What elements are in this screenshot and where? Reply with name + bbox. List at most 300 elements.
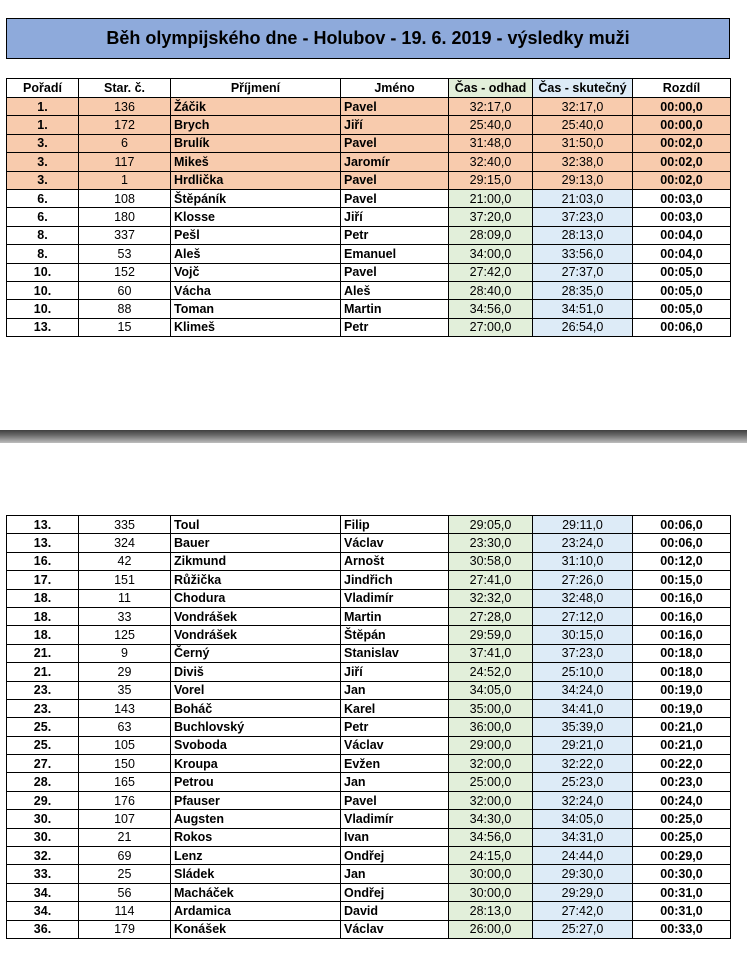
table-row xyxy=(7,883,731,901)
surname-cell: Zikmund xyxy=(171,552,341,570)
first-name-cell: Jan xyxy=(341,773,449,791)
start-number-cell: 143 xyxy=(79,699,171,717)
first-name-cell: Martin xyxy=(341,607,449,625)
surname-cell: Vorel xyxy=(171,681,341,699)
rank-cell: 17. xyxy=(7,571,79,589)
first-name-cell: Karel xyxy=(341,699,449,717)
start-number-cell: 179 xyxy=(79,920,171,938)
table-row xyxy=(7,189,731,207)
first-name-cell: Jan xyxy=(341,865,449,883)
rank-cell: 13. xyxy=(7,318,79,336)
rank-cell: 8. xyxy=(7,226,79,244)
rank-cell: 10. xyxy=(7,281,79,299)
rank-cell: 34. xyxy=(7,883,79,901)
time-actual-cell: 29:30,0 xyxy=(533,865,633,883)
first-name-cell: Martin xyxy=(341,300,449,318)
rank-cell: 21. xyxy=(7,644,79,662)
table-header-row xyxy=(7,79,731,98)
time-actual-cell: 34:24,0 xyxy=(533,681,633,699)
time-actual-cell: 23:24,0 xyxy=(533,534,633,552)
table-row xyxy=(7,828,731,846)
surname-cell: Růžička xyxy=(171,571,341,589)
time-estimate-cell: 34:05,0 xyxy=(449,681,533,699)
time-actual-cell: 26:54,0 xyxy=(533,318,633,336)
first-name-cell: Štěpán xyxy=(341,626,449,644)
col-header-first-name: Jméno xyxy=(341,79,449,98)
time-actual-cell: 30:15,0 xyxy=(533,626,633,644)
table-row xyxy=(7,171,731,189)
rank-cell: 1. xyxy=(7,98,79,116)
rank-cell: 10. xyxy=(7,300,79,318)
surname-cell: Vondrášek xyxy=(171,607,341,625)
difference-cell: 00:21,0 xyxy=(633,736,731,754)
time-actual-cell: 32:22,0 xyxy=(533,755,633,773)
start-number-cell: 21 xyxy=(79,828,171,846)
time-estimate-cell: 32:00,0 xyxy=(449,791,533,809)
start-number-cell: 42 xyxy=(79,552,171,570)
rank-cell: 30. xyxy=(7,828,79,846)
time-actual-cell: 37:23,0 xyxy=(533,208,633,226)
time-estimate-cell: 36:00,0 xyxy=(449,718,533,736)
first-name-cell: Stanislav xyxy=(341,644,449,662)
time-estimate-cell: 24:15,0 xyxy=(449,847,533,865)
start-number-cell: 9 xyxy=(79,644,171,662)
time-estimate-cell: 34:30,0 xyxy=(449,810,533,828)
rank-cell: 36. xyxy=(7,920,79,938)
first-name-cell: Ondřej xyxy=(341,847,449,865)
results-table-top xyxy=(6,78,731,337)
start-number-cell: 25 xyxy=(79,865,171,883)
difference-cell: 00:16,0 xyxy=(633,607,731,625)
time-actual-cell: 34:41,0 xyxy=(533,699,633,717)
time-estimate-cell: 25:00,0 xyxy=(449,773,533,791)
first-name-cell: Vladimír xyxy=(341,589,449,607)
surname-cell: Rokos xyxy=(171,828,341,846)
table-row xyxy=(7,134,731,152)
start-number-cell: 117 xyxy=(79,153,171,171)
table-row xyxy=(7,865,731,883)
rank-cell: 18. xyxy=(7,607,79,625)
surname-cell: Ardamica xyxy=(171,902,341,920)
time-actual-cell: 37:23,0 xyxy=(533,644,633,662)
time-estimate-cell: 32:00,0 xyxy=(449,755,533,773)
start-number-cell: 337 xyxy=(79,226,171,244)
surname-cell: Toul xyxy=(171,516,341,534)
start-number-cell: 35 xyxy=(79,681,171,699)
time-estimate-cell: 21:00,0 xyxy=(449,189,533,207)
rank-cell: 25. xyxy=(7,736,79,754)
surname-cell: Aleš xyxy=(171,245,341,263)
rank-cell: 8. xyxy=(7,245,79,263)
table-row xyxy=(7,810,731,828)
surname-cell: Lenz xyxy=(171,847,341,865)
table-row xyxy=(7,571,731,589)
time-actual-cell: 29:21,0 xyxy=(533,736,633,754)
surname-cell: Brulík xyxy=(171,134,341,152)
surname-cell: Brych xyxy=(171,116,341,134)
rank-cell: 30. xyxy=(7,810,79,828)
table-row xyxy=(7,902,731,920)
difference-cell: 00:19,0 xyxy=(633,681,731,699)
difference-cell: 00:22,0 xyxy=(633,755,731,773)
table-row xyxy=(7,791,731,809)
time-estimate-cell: 29:05,0 xyxy=(449,516,533,534)
surname-cell: Macháček xyxy=(171,883,341,901)
surname-cell: Svoboda xyxy=(171,736,341,754)
difference-cell: 00:23,0 xyxy=(633,773,731,791)
rank-cell: 13. xyxy=(7,534,79,552)
first-name-cell: David xyxy=(341,902,449,920)
difference-cell: 00:18,0 xyxy=(633,663,731,681)
surname-cell: Augsten xyxy=(171,810,341,828)
difference-cell: 00:31,0 xyxy=(633,883,731,901)
time-actual-cell: 29:11,0 xyxy=(533,516,633,534)
first-name-cell: Arnošt xyxy=(341,552,449,570)
surname-cell: Bauer xyxy=(171,534,341,552)
surname-cell: Kroupa xyxy=(171,755,341,773)
difference-cell: 00:05,0 xyxy=(633,281,731,299)
time-estimate-cell: 34:56,0 xyxy=(449,300,533,318)
table-row xyxy=(7,226,731,244)
time-actual-cell: 35:39,0 xyxy=(533,718,633,736)
rank-cell: 23. xyxy=(7,681,79,699)
first-name-cell: Ondřej xyxy=(341,883,449,901)
difference-cell: 00:19,0 xyxy=(633,699,731,717)
rank-cell: 34. xyxy=(7,902,79,920)
time-actual-cell: 32:17,0 xyxy=(533,98,633,116)
first-name-cell: Václav xyxy=(341,920,449,938)
table-row xyxy=(7,300,731,318)
first-name-cell: Petr xyxy=(341,318,449,336)
start-number-cell: 56 xyxy=(79,883,171,901)
start-number-cell: 180 xyxy=(79,208,171,226)
table-row xyxy=(7,281,731,299)
first-name-cell: Evžen xyxy=(341,755,449,773)
time-estimate-cell: 27:42,0 xyxy=(449,263,533,281)
first-name-cell: Jiří xyxy=(341,116,449,134)
table-row xyxy=(7,847,731,865)
time-estimate-cell: 30:58,0 xyxy=(449,552,533,570)
surname-cell: Petrou xyxy=(171,773,341,791)
time-actual-cell: 24:44,0 xyxy=(533,847,633,865)
difference-cell: 00:02,0 xyxy=(633,134,731,152)
time-estimate-cell: 32:32,0 xyxy=(449,589,533,607)
start-number-cell: 176 xyxy=(79,791,171,809)
difference-cell: 00:33,0 xyxy=(633,920,731,938)
surname-cell: Vondrášek xyxy=(171,626,341,644)
start-number-cell: 151 xyxy=(79,571,171,589)
table-row xyxy=(7,116,731,134)
time-actual-cell: 25:23,0 xyxy=(533,773,633,791)
difference-cell: 00:03,0 xyxy=(633,208,731,226)
time-actual-cell: 32:48,0 xyxy=(533,589,633,607)
rank-cell: 6. xyxy=(7,189,79,207)
rank-cell: 1. xyxy=(7,116,79,134)
table-row xyxy=(7,516,731,534)
surname-cell: Konášek xyxy=(171,920,341,938)
first-name-cell: Jiří xyxy=(341,663,449,681)
start-number-cell: 335 xyxy=(79,516,171,534)
time-estimate-cell: 26:00,0 xyxy=(449,920,533,938)
first-name-cell: Jiří xyxy=(341,208,449,226)
difference-cell: 00:24,0 xyxy=(633,791,731,809)
surname-cell: Chodura xyxy=(171,589,341,607)
difference-cell: 00:03,0 xyxy=(633,189,731,207)
time-actual-cell: 34:51,0 xyxy=(533,300,633,318)
difference-cell: 00:31,0 xyxy=(633,902,731,920)
start-number-cell: 324 xyxy=(79,534,171,552)
table-row xyxy=(7,607,731,625)
rank-cell: 33. xyxy=(7,865,79,883)
time-actual-cell: 29:29,0 xyxy=(533,883,633,901)
first-name-cell: Pavel xyxy=(341,134,449,152)
difference-cell: 00:16,0 xyxy=(633,589,731,607)
first-name-cell: Václav xyxy=(341,534,449,552)
surname-cell: Černý xyxy=(171,644,341,662)
first-name-cell: Pavel xyxy=(341,171,449,189)
time-estimate-cell: 24:52,0 xyxy=(449,663,533,681)
difference-cell: 00:16,0 xyxy=(633,626,731,644)
rank-cell: 18. xyxy=(7,626,79,644)
difference-cell: 00:00,0 xyxy=(633,116,731,134)
rank-cell: 3. xyxy=(7,134,79,152)
start-number-cell: 53 xyxy=(79,245,171,263)
time-estimate-cell: 25:40,0 xyxy=(449,116,533,134)
surname-cell: Vácha xyxy=(171,281,341,299)
table-row xyxy=(7,736,731,754)
first-name-cell: Petr xyxy=(341,226,449,244)
time-estimate-cell: 32:17,0 xyxy=(449,98,533,116)
difference-cell: 00:06,0 xyxy=(633,516,731,534)
time-actual-cell: 21:03,0 xyxy=(533,189,633,207)
rank-cell: 32. xyxy=(7,847,79,865)
table-row xyxy=(7,681,731,699)
time-actual-cell: 33:56,0 xyxy=(533,245,633,263)
time-actual-cell: 34:31,0 xyxy=(533,828,633,846)
start-number-cell: 69 xyxy=(79,847,171,865)
start-number-cell: 105 xyxy=(79,736,171,754)
surname-cell: Klosse xyxy=(171,208,341,226)
first-name-cell: Pavel xyxy=(341,189,449,207)
start-number-cell: 33 xyxy=(79,607,171,625)
time-actual-cell: 31:10,0 xyxy=(533,552,633,570)
difference-cell: 00:15,0 xyxy=(633,571,731,589)
start-number-cell: 136 xyxy=(79,98,171,116)
results-table-bottom xyxy=(6,515,731,939)
difference-cell: 00:29,0 xyxy=(633,847,731,865)
rank-cell: 6. xyxy=(7,208,79,226)
time-estimate-cell: 29:59,0 xyxy=(449,626,533,644)
difference-cell: 00:02,0 xyxy=(633,171,731,189)
start-number-cell: 165 xyxy=(79,773,171,791)
difference-cell: 00:02,0 xyxy=(633,153,731,171)
first-name-cell: Vladimír xyxy=(341,810,449,828)
table-row xyxy=(7,589,731,607)
table-row xyxy=(7,699,731,717)
first-name-cell: Aleš xyxy=(341,281,449,299)
start-number-cell: 114 xyxy=(79,902,171,920)
time-actual-cell: 34:05,0 xyxy=(533,810,633,828)
time-estimate-cell: 34:56,0 xyxy=(449,828,533,846)
table-row xyxy=(7,552,731,570)
difference-cell: 00:04,0 xyxy=(633,245,731,263)
time-estimate-cell: 37:41,0 xyxy=(449,644,533,662)
rank-cell: 25. xyxy=(7,718,79,736)
table-row xyxy=(7,718,731,736)
difference-cell: 00:12,0 xyxy=(633,552,731,570)
table-row xyxy=(7,153,731,171)
time-actual-cell: 25:10,0 xyxy=(533,663,633,681)
time-estimate-cell: 29:15,0 xyxy=(449,171,533,189)
first-name-cell: Emanuel xyxy=(341,245,449,263)
start-number-cell: 88 xyxy=(79,300,171,318)
surname-cell: Hrdlička xyxy=(171,171,341,189)
table-row xyxy=(7,534,731,552)
col-header-time-estimate: Čas - odhad xyxy=(449,79,533,98)
table-row xyxy=(7,920,731,938)
difference-cell: 00:04,0 xyxy=(633,226,731,244)
difference-cell: 00:25,0 xyxy=(633,828,731,846)
surname-cell: Sládek xyxy=(171,865,341,883)
page-divider xyxy=(0,430,747,443)
difference-cell: 00:21,0 xyxy=(633,718,731,736)
start-number-cell: 108 xyxy=(79,189,171,207)
first-name-cell: Filip xyxy=(341,516,449,534)
surname-cell: Žáčik xyxy=(171,98,341,116)
time-estimate-cell: 23:30,0 xyxy=(449,534,533,552)
col-header-difference: Rozdíl xyxy=(633,79,731,98)
time-actual-cell: 32:38,0 xyxy=(533,153,633,171)
col-header-start-number: Star. č. xyxy=(79,79,171,98)
rank-cell: 3. xyxy=(7,153,79,171)
start-number-cell: 150 xyxy=(79,755,171,773)
rank-cell: 18. xyxy=(7,589,79,607)
col-header-surname: Příjmení xyxy=(171,79,341,98)
time-estimate-cell: 30:00,0 xyxy=(449,865,533,883)
surname-cell: Toman xyxy=(171,300,341,318)
start-number-cell: 172 xyxy=(79,116,171,134)
rank-cell: 27. xyxy=(7,755,79,773)
time-estimate-cell: 30:00,0 xyxy=(449,883,533,901)
rank-cell: 3. xyxy=(7,171,79,189)
start-number-cell: 11 xyxy=(79,589,171,607)
time-estimate-cell: 37:20,0 xyxy=(449,208,533,226)
time-estimate-cell: 28:40,0 xyxy=(449,281,533,299)
table-row xyxy=(7,318,731,336)
first-name-cell: Pavel xyxy=(341,791,449,809)
surname-cell: Mikeš xyxy=(171,153,341,171)
first-name-cell: Pavel xyxy=(341,98,449,116)
time-estimate-cell: 28:13,0 xyxy=(449,902,533,920)
first-name-cell: Petr xyxy=(341,718,449,736)
rank-cell: 13. xyxy=(7,516,79,534)
time-estimate-cell: 31:48,0 xyxy=(449,134,533,152)
surname-cell: Pfauser xyxy=(171,791,341,809)
start-number-cell: 6 xyxy=(79,134,171,152)
rank-cell: 16. xyxy=(7,552,79,570)
difference-cell: 00:05,0 xyxy=(633,300,731,318)
start-number-cell: 107 xyxy=(79,810,171,828)
time-actual-cell: 28:13,0 xyxy=(533,226,633,244)
time-actual-cell: 31:50,0 xyxy=(533,134,633,152)
table-row xyxy=(7,98,731,116)
time-actual-cell: 32:24,0 xyxy=(533,791,633,809)
rank-cell: 28. xyxy=(7,773,79,791)
difference-cell: 00:25,0 xyxy=(633,810,731,828)
time-actual-cell: 27:12,0 xyxy=(533,607,633,625)
surname-cell: Diviš xyxy=(171,663,341,681)
time-estimate-cell: 27:28,0 xyxy=(449,607,533,625)
time-estimate-cell: 35:00,0 xyxy=(449,699,533,717)
surname-cell: Pešl xyxy=(171,226,341,244)
time-estimate-cell: 27:41,0 xyxy=(449,571,533,589)
difference-cell: 00:30,0 xyxy=(633,865,731,883)
time-actual-cell: 27:26,0 xyxy=(533,571,633,589)
surname-cell: Boháč xyxy=(171,699,341,717)
table-row xyxy=(7,663,731,681)
difference-cell: 00:18,0 xyxy=(633,644,731,662)
first-name-cell: Václav xyxy=(341,736,449,754)
table-row xyxy=(7,773,731,791)
rank-cell: 23. xyxy=(7,699,79,717)
difference-cell: 00:05,0 xyxy=(633,263,731,281)
table-row xyxy=(7,208,731,226)
table-row xyxy=(7,644,731,662)
surname-cell: Buchlovský xyxy=(171,718,341,736)
start-number-cell: 125 xyxy=(79,626,171,644)
time-actual-cell: 28:35,0 xyxy=(533,281,633,299)
surname-cell: Klimeš xyxy=(171,318,341,336)
first-name-cell: Pavel xyxy=(341,263,449,281)
surname-cell: Štěpáník xyxy=(171,189,341,207)
table-row xyxy=(7,626,731,644)
start-number-cell: 152 xyxy=(79,263,171,281)
rank-cell: 10. xyxy=(7,263,79,281)
time-actual-cell: 25:40,0 xyxy=(533,116,633,134)
rank-cell: 21. xyxy=(7,663,79,681)
time-actual-cell: 27:37,0 xyxy=(533,263,633,281)
start-number-cell: 1 xyxy=(79,171,171,189)
time-estimate-cell: 29:00,0 xyxy=(449,736,533,754)
table-row xyxy=(7,755,731,773)
time-actual-cell: 27:42,0 xyxy=(533,902,633,920)
col-header-time-actual: Čas - skutečný xyxy=(533,79,633,98)
start-number-cell: 63 xyxy=(79,718,171,736)
first-name-cell: Jan xyxy=(341,681,449,699)
col-header-rank: Pořadí xyxy=(7,79,79,98)
difference-cell: 00:06,0 xyxy=(633,318,731,336)
rank-cell: 29. xyxy=(7,791,79,809)
time-estimate-cell: 32:40,0 xyxy=(449,153,533,171)
time-estimate-cell: 34:00,0 xyxy=(449,245,533,263)
page-title: Běh olympijského dne - Holubov - 19. 6. 2019 - výsledky muži xyxy=(6,18,730,59)
time-estimate-cell: 27:00,0 xyxy=(449,318,533,336)
start-number-cell: 15 xyxy=(79,318,171,336)
table-row xyxy=(7,263,731,281)
time-estimate-cell: 28:09,0 xyxy=(449,226,533,244)
first-name-cell: Jindřich xyxy=(341,571,449,589)
first-name-cell: Jaromír xyxy=(341,153,449,171)
time-actual-cell: 25:27,0 xyxy=(533,920,633,938)
surname-cell: Vojč xyxy=(171,263,341,281)
first-name-cell: Ivan xyxy=(341,828,449,846)
start-number-cell: 29 xyxy=(79,663,171,681)
start-number-cell: 60 xyxy=(79,281,171,299)
table-row xyxy=(7,245,731,263)
difference-cell: 00:00,0 xyxy=(633,98,731,116)
difference-cell: 00:06,0 xyxy=(633,534,731,552)
time-actual-cell: 29:13,0 xyxy=(533,171,633,189)
